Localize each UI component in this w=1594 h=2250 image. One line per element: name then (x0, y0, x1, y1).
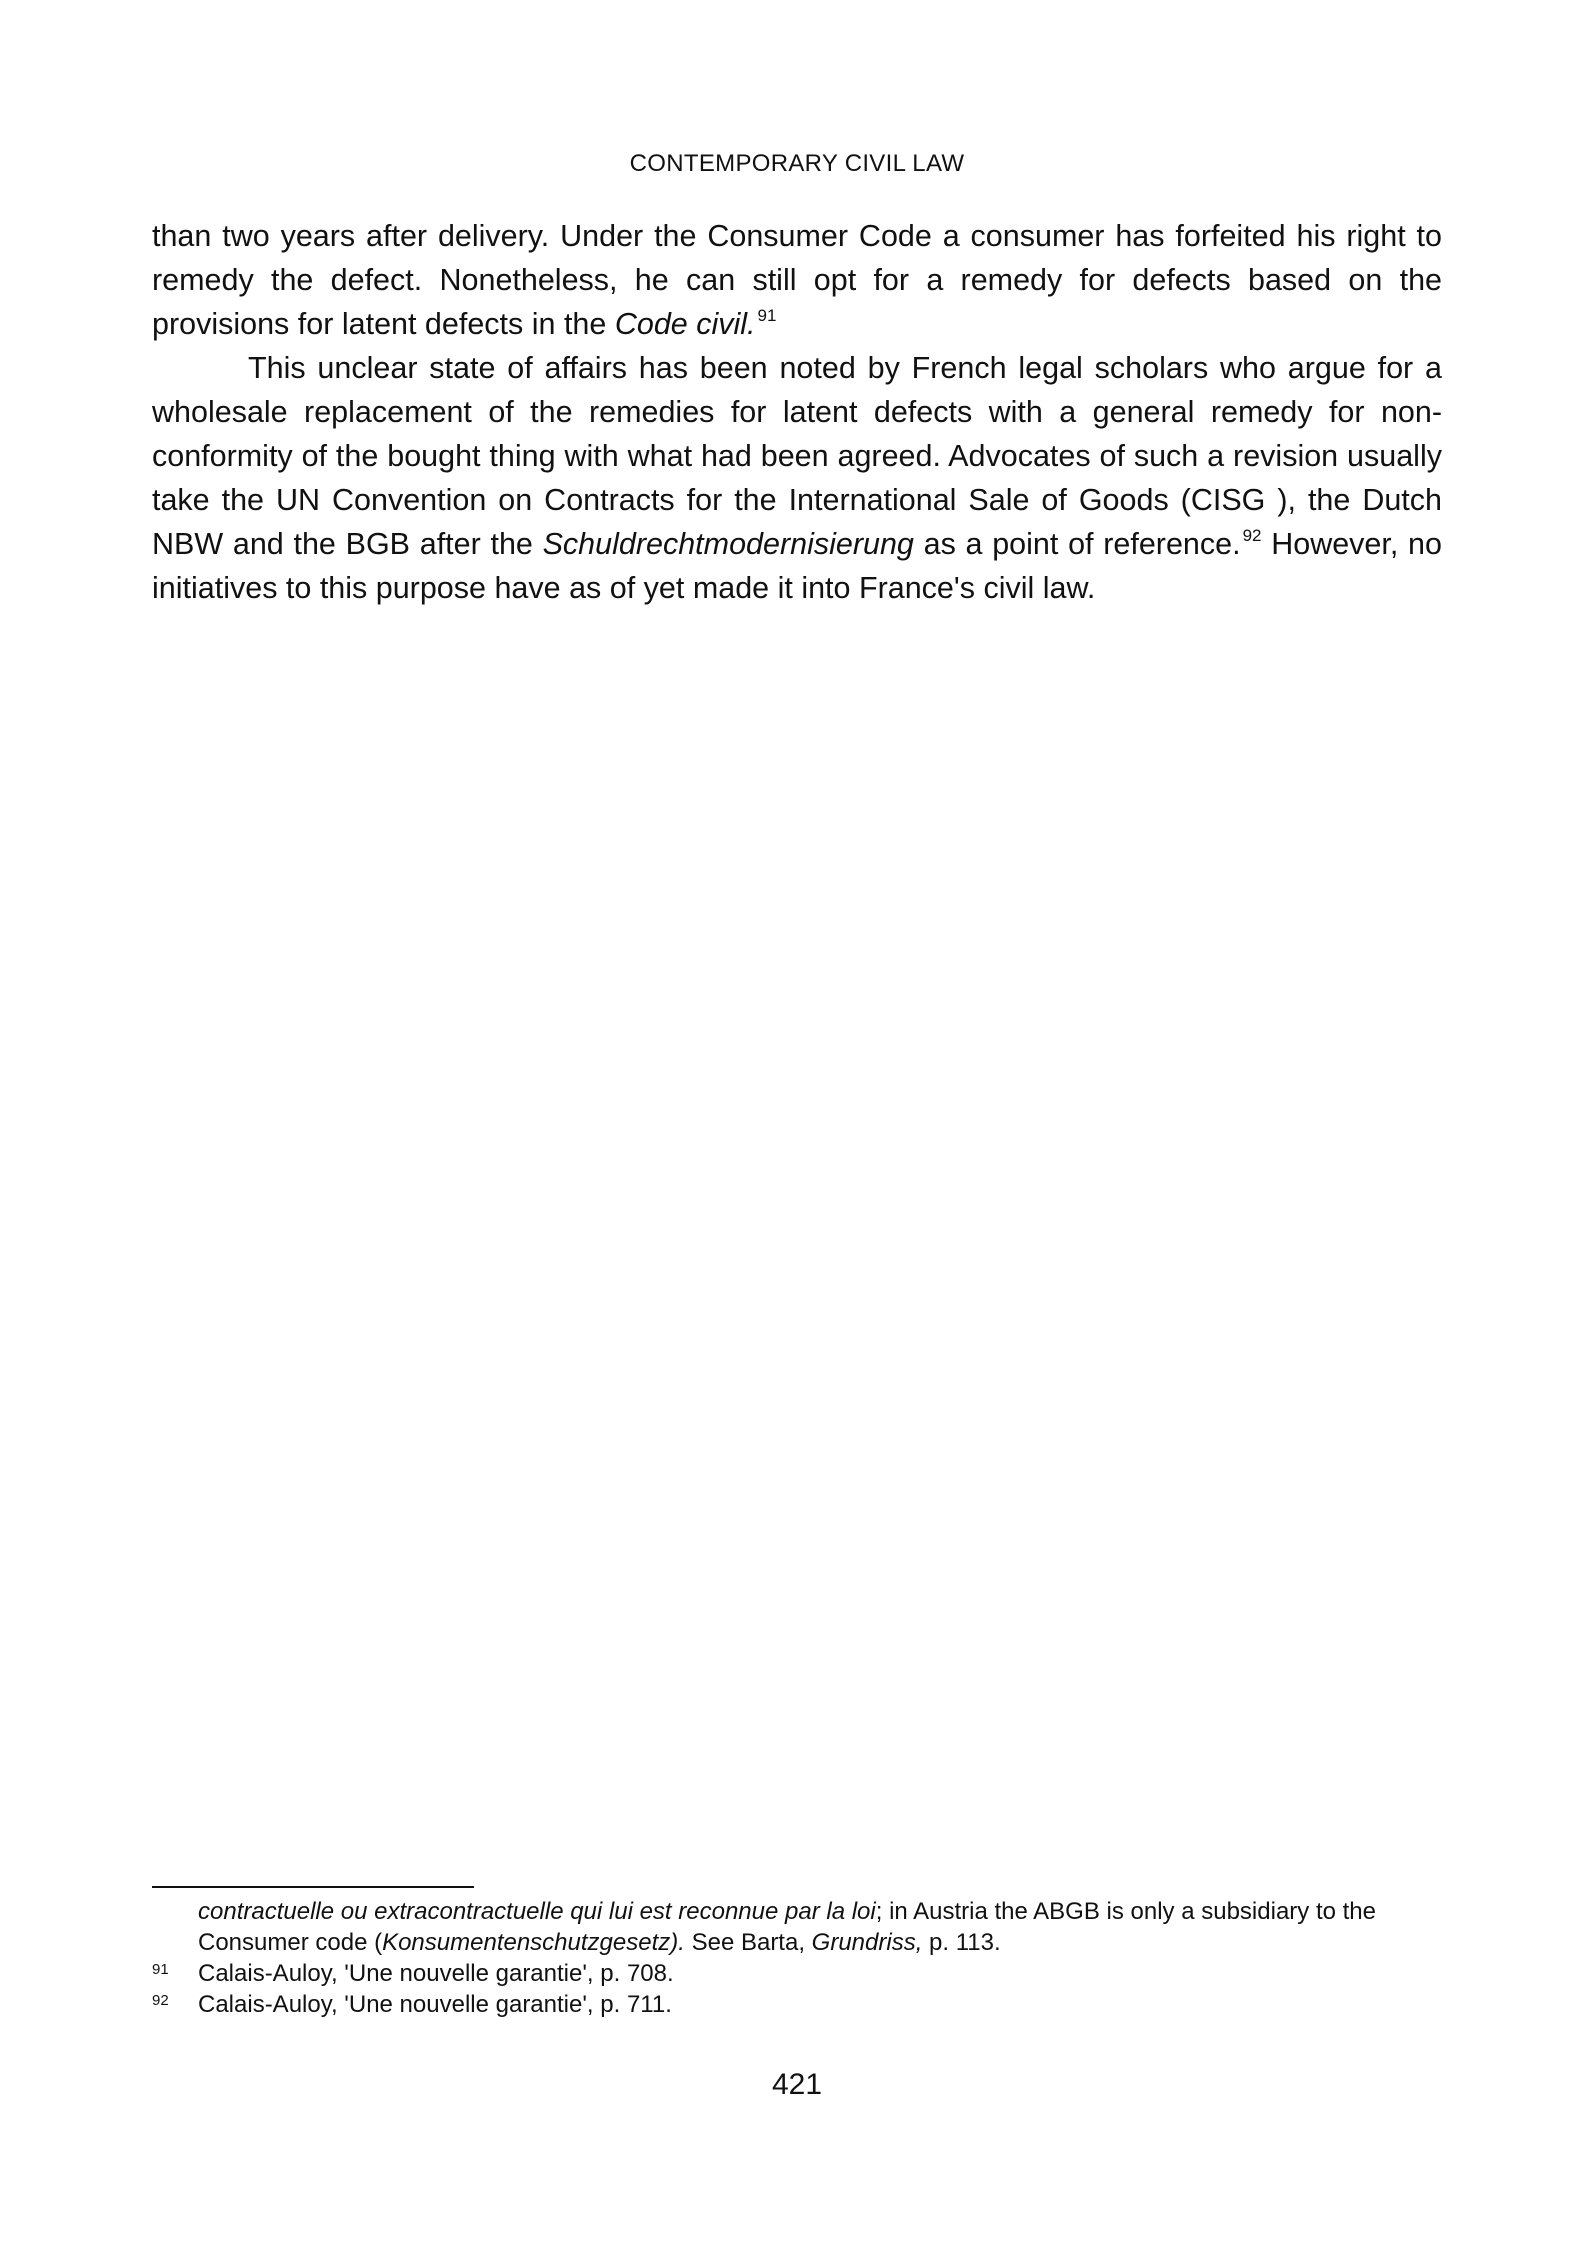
body-text (152, 214, 1442, 610)
paragraph-1 (152, 214, 1442, 346)
footnotes (152, 1896, 1442, 2020)
paragraph-2-text-b: as a point of reference. (913, 527, 1241, 561)
footnote-91 (152, 1958, 1442, 1989)
paragraph-2 (152, 346, 1442, 610)
footnote-separator (152, 1886, 474, 1888)
footnote-ref-91[interactable]: 91 (757, 306, 777, 325)
paragraph-1-text: than two years after delivery. Under the Consumer Code a consumer has forfeited his right to remedy the defect. Nonetheless, he can still opt for a remedy for defects based on the provisions for latent defects in the (152, 219, 1442, 341)
paragraph-2-text-a: This unclear state of affairs has been noted by French legal scholars who argue for a wholesale replacement of the remedies for latent defects with a general remedy for non-conformity of the bought thing with what had been agreed. Advocates of such a revision usually take the UN Convention on Contracts for the International Sale of Goods (CISG ), the Dutch NBW and the BGB after the (152, 351, 1442, 561)
footnote-text: Calais-Auloy, 'Une nouvelle garantie', p. 708. (198, 1960, 674, 1987)
footnote-continuation-italic-b: Konsumentenschutzgesetz). (382, 1929, 685, 1956)
running-head: CONTEMPORARY CIVIL LAW (629, 150, 965, 177)
paragraph-1-italic: Code civil. (614, 307, 756, 341)
footnote-continuation-text-b: See Barta, (684, 1929, 812, 1956)
footnote-continuation-italic-a: contractuelle ou extracontractuelle qui lui est reconnue par la loi (198, 1898, 876, 1925)
footnote-continuation-italic-c: Grundriss, (811, 1929, 923, 1956)
page-number: 421 (771, 2068, 823, 2101)
footnote-92 (152, 1989, 1442, 2020)
footnote-number: 91 (152, 1961, 169, 1978)
footnote-number: 92 (152, 1992, 169, 2009)
footnote-continuation-text-c: p. 113. (922, 1929, 1001, 1956)
footnote-continuation (152, 1896, 1442, 1958)
footnote-ref-92[interactable]: 92 (1242, 526, 1262, 545)
paragraph-2-italic: Schuldrechtmodernisierung (542, 527, 914, 561)
footnote-continuation-text-a: ; in Austria the ABGB is only a subsidiary to the Consumer code ( (198, 1898, 1376, 1956)
footnote-text: Calais-Auloy, 'Une nouvelle garantie', p. 711. (198, 1991, 672, 2018)
paragraph-2-text-c: However, no initiatives to this purpose have as of yet made it into France's civil law. (152, 527, 1442, 605)
